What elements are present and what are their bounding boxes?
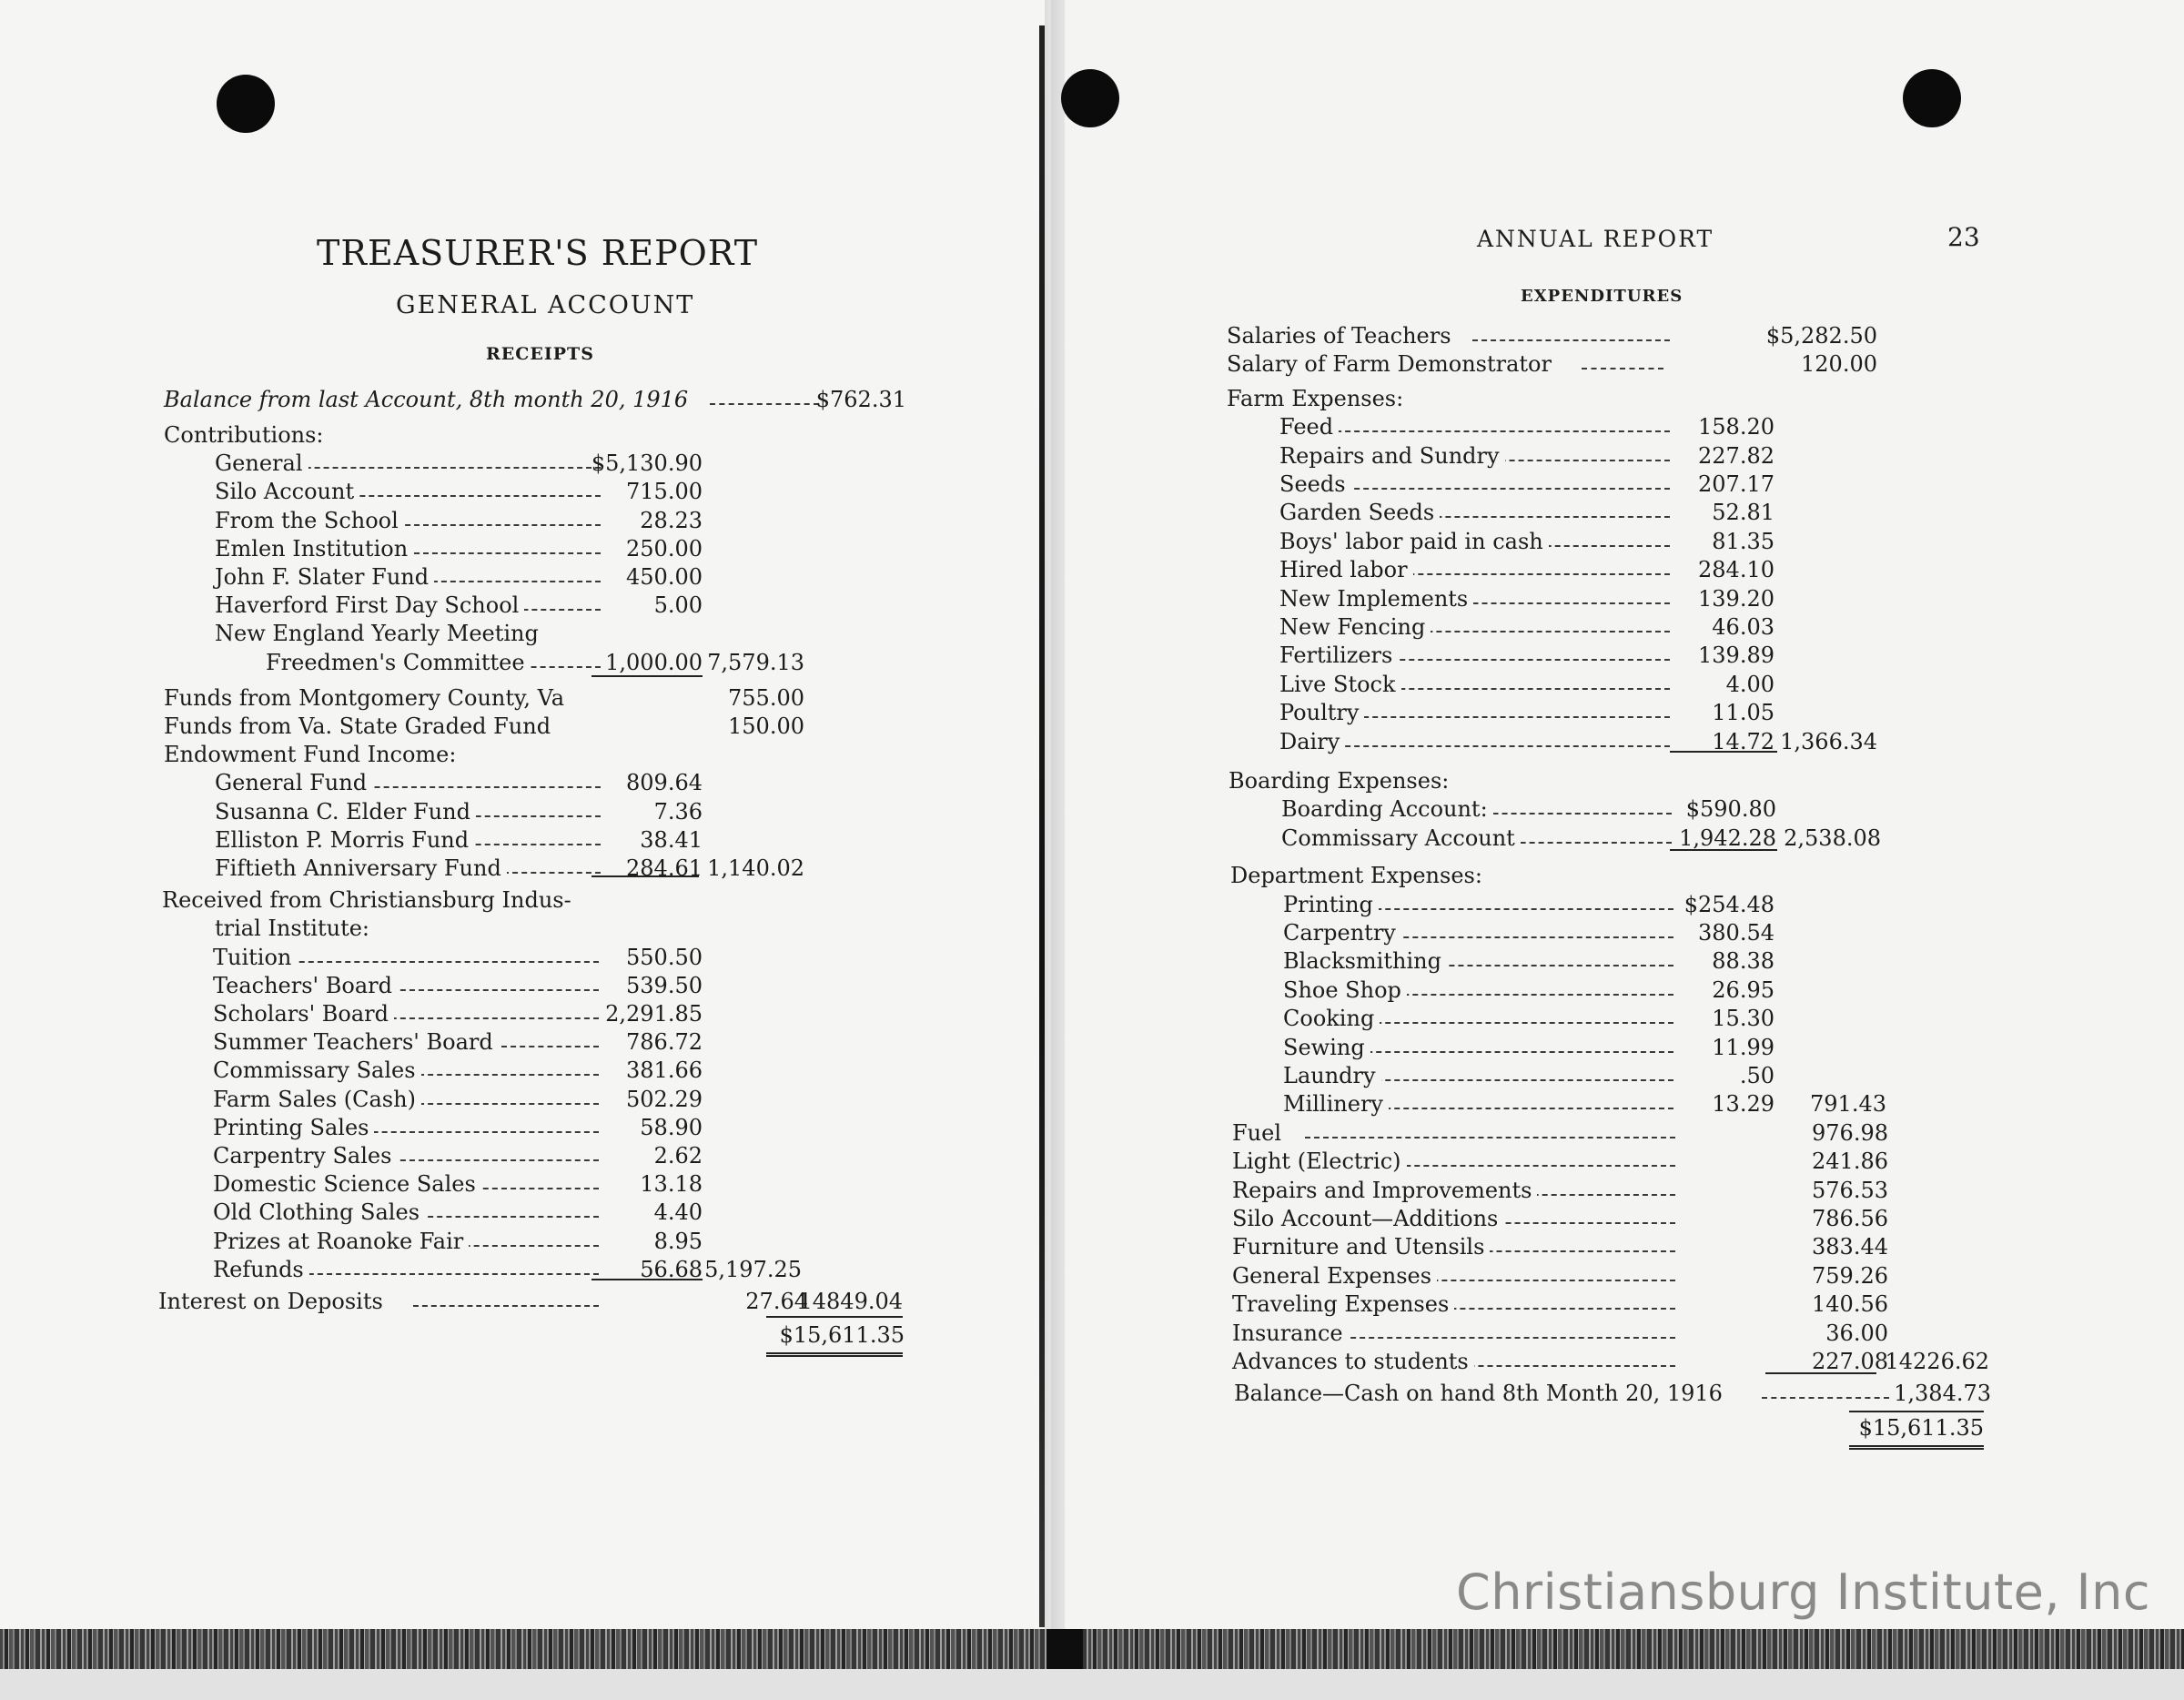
row-label: Silo Account—Additions [1232, 1205, 1503, 1232]
item-amount: 380.54 [1698, 920, 1774, 946]
row-label: Light (Electric) [1232, 1148, 1407, 1175]
row-label: Domestic Science Sales [213, 1170, 481, 1198]
salary-row [1227, 322, 2009, 349]
dot-leader [413, 1305, 599, 1307]
item-amount: 11.05 [1712, 700, 1774, 726]
dot-leader [1305, 1137, 1675, 1138]
item-amount: 56.68 [640, 1256, 703, 1282]
row-label: Advances to students [1232, 1348, 1474, 1375]
item-amount: 15.30 [1712, 1006, 1774, 1032]
subtotal-amount: 7,579.13 [707, 649, 804, 675]
row-label: Emlen Institution [215, 535, 413, 562]
item-amount: 8.95 [653, 1228, 703, 1254]
section-heading [162, 886, 926, 914]
dot-leader [1582, 368, 1663, 369]
row-label: Poultry [1279, 699, 1364, 726]
row-label: Teachers' Board [213, 972, 398, 999]
grand-total-row [164, 1321, 928, 1349]
row-label: Millinery [1283, 1090, 1389, 1118]
row-label: Garden Seeds [1279, 499, 1440, 526]
item-amount: 227.82 [1698, 442, 1774, 469]
row-label: Carpentry Sales [213, 1142, 397, 1169]
sum-rule [592, 875, 699, 877]
dot-leader [1472, 339, 1670, 341]
item-amount: 539.50 [626, 972, 703, 998]
total-amount: 14226.62 [1885, 1349, 1989, 1374]
row-label: Summer Teachers' Board [213, 1028, 499, 1056]
balance-row [1234, 1380, 2017, 1407]
boarding-row [1228, 825, 2011, 852]
item-amount: 88.38 [1712, 948, 1774, 975]
page-fold-line [1039, 25, 1045, 1627]
subtotal-amount: 2,538.08 [1784, 825, 1881, 851]
item-amount: 786.72 [626, 1029, 703, 1056]
item-amount: 502.29 [626, 1086, 703, 1112]
row-label: New Implements [1279, 585, 1473, 612]
subtotal-amount: 791.43 [1810, 1091, 1886, 1118]
department-row [1230, 919, 2013, 946]
farm-expense-row [1227, 699, 2009, 726]
item-amount: 46.03 [1712, 614, 1774, 640]
double-rule [766, 1352, 903, 1357]
report-title: TREASURER'S REPORT [317, 233, 759, 273]
item-amount: 381.66 [626, 1057, 703, 1084]
item-amount: 715.00 [626, 479, 703, 505]
row-label: Department Expenses: [1230, 862, 1488, 889]
row-label: Boys' labor paid in cash [1279, 528, 1549, 555]
item-amount: 58.90 [640, 1114, 703, 1140]
subtotal-amount: 120.00 [1801, 351, 1877, 378]
expense-row [1232, 1177, 2015, 1204]
row-label: trial Institute: [215, 915, 375, 942]
item-amount: 81.35 [1712, 528, 1774, 554]
subtotal-amount: 227.08 [1812, 1349, 1888, 1374]
section-heading [164, 741, 928, 768]
row-label: Laundry [1283, 1062, 1381, 1089]
subtotal-amount: 759.26 [1812, 1262, 1888, 1289]
item-amount: 13.29 [1712, 1091, 1774, 1118]
item-amount: 550.50 [626, 944, 703, 970]
farm-expense-row [1227, 556, 2009, 583]
subtotal-amount: 27.64 [745, 1289, 808, 1314]
item-amount: 14.72 [1712, 728, 1774, 754]
farm-expense-row [1227, 585, 2009, 612]
row-label: General Expenses [1232, 1262, 1437, 1290]
farm-expense-row [1227, 413, 2009, 440]
row-label: Feed [1279, 413, 1339, 440]
department-row [1230, 947, 2013, 975]
farm-expense-row [1227, 528, 2009, 555]
item-amount: $254.48 [1684, 891, 1774, 917]
row-label: Commissary Sales [213, 1057, 421, 1084]
item-amount: 4.00 [1725, 671, 1774, 697]
institute-row [162, 944, 926, 971]
row-label: Blacksmithing [1283, 947, 1447, 975]
item-amount: 809.64 [626, 770, 703, 796]
row-label: Silo Account [215, 478, 359, 505]
row-label: Boarding Expenses: [1228, 767, 1454, 794]
subtotal-amount: 1,366.34 [1780, 728, 1877, 754]
expenditures-heading: EXPENDITURES [1521, 287, 1684, 306]
institute-row [162, 1170, 926, 1198]
item-amount: 450.00 [626, 564, 703, 590]
punch-hole-icon [217, 75, 275, 133]
row-label: Repairs and Improvements [1232, 1177, 1537, 1204]
grand-total-row [1227, 1414, 2009, 1442]
institute-row [162, 1256, 926, 1283]
contribution-row [164, 450, 928, 477]
row-label: Susanna C. Elder Fund [215, 798, 476, 825]
dot-leader [1299, 745, 1670, 747]
row-label: Shoe Shop [1283, 976, 1407, 1004]
page-number: 23 [1947, 222, 1980, 252]
department-row [1230, 1062, 2013, 1089]
section-heading [164, 421, 928, 449]
running-header: ANNUAL REPORT [1477, 226, 1714, 252]
row-label: Hired labor [1279, 556, 1413, 583]
row-label: Interest on Deposits [158, 1288, 389, 1315]
item-amount: $5,130.90 [591, 450, 703, 477]
institute-row [162, 1000, 926, 1027]
dot-leader [1305, 1337, 1675, 1339]
institute-row [162, 1114, 926, 1141]
row-label: Live Stock [1279, 671, 1401, 698]
institute-row [162, 1199, 926, 1226]
endowment-row [164, 826, 928, 854]
row-label: Tuition [213, 944, 297, 971]
row-label: General [215, 450, 308, 477]
balance-row [164, 386, 928, 413]
row-label: Scholars' Board [213, 1000, 394, 1027]
item-amount: 158.20 [1698, 414, 1774, 440]
institute-row [162, 972, 926, 999]
row-label: Farm Expenses: [1227, 385, 1409, 412]
expense-row [1232, 1290, 2015, 1318]
item-amount: 284.10 [1698, 557, 1774, 583]
dot-leader [1299, 430, 1670, 432]
row-label: New England Yearly Meeting [215, 620, 544, 647]
sum-rule [592, 675, 703, 677]
item-amount: 1,000.00 [605, 649, 703, 675]
page-fold-shadow [1045, 0, 1067, 1629]
department-row [1230, 1005, 2013, 1032]
row-label: Sewing [1283, 1034, 1370, 1061]
farm-expense-row [1227, 642, 2009, 669]
farm-expense-row [1227, 613, 2009, 641]
institute-row [162, 1086, 926, 1113]
row-label: Balance from last Account, 8th month 20, 1916 [164, 386, 693, 413]
subtotal-amount: 140.56 [1812, 1291, 1888, 1318]
expense-row [1232, 1148, 2015, 1175]
expense-row [1232, 1262, 2015, 1290]
item-amount: 26.95 [1712, 976, 1774, 1003]
sum-rule [1765, 1372, 1876, 1374]
subtotal-amount: 36.00 [1825, 1320, 1888, 1346]
row-label: Funds from Montgomery County, Va [164, 684, 570, 712]
department-row [1230, 1090, 2013, 1118]
row-label: New Fencing [1279, 613, 1431, 641]
section-heading [1230, 862, 2013, 889]
row-label: Farm Sales (Cash) [213, 1086, 421, 1113]
row-label: Old Clothing Sales [213, 1199, 425, 1226]
expense-row [1232, 1233, 2015, 1260]
item-amount: 52.81 [1712, 500, 1774, 526]
subtotal-amount: 1,140.02 [707, 855, 804, 881]
row-label: Contributions: [164, 421, 329, 449]
total-amount: 1,384.73 [1894, 1381, 1991, 1407]
punch-hole-icon [1903, 69, 1961, 127]
row-label: Printing [1283, 891, 1379, 918]
expense-row [1232, 1348, 2015, 1375]
row-label: Seeds [1279, 471, 1351, 498]
institute-row [162, 1028, 926, 1056]
row-label: Salaries of Teachers [1227, 322, 1457, 349]
subtotal-amount: 383.44 [1812, 1234, 1888, 1260]
contribution-row [164, 620, 928, 647]
sum-rule [766, 1316, 903, 1318]
item-amount: 11.99 [1712, 1034, 1774, 1060]
section-heading [162, 915, 926, 942]
row-label: Traveling Expenses [1232, 1290, 1454, 1318]
row-label: Boarding Account: [1281, 795, 1493, 823]
item-amount: 28.23 [640, 507, 703, 533]
contribution-row [164, 563, 928, 591]
total-amount: 14849.04 [798, 1289, 903, 1314]
section-heading [1228, 767, 2011, 794]
total-amount: $15,611.35 [1858, 1414, 1984, 1441]
farm-expense-row [1227, 728, 2009, 755]
department-row [1230, 976, 2013, 1004]
watermark-text: Christiansburg Institute, Inc [1456, 1563, 2151, 1621]
institute-row [162, 1057, 926, 1084]
row-label: Funds from Va. State Graded Fund [164, 713, 556, 740]
item-amount: 1,942.28 [1679, 825, 1776, 851]
row-label: Cooking [1283, 1005, 1380, 1032]
row-label: John F. Slater Fund [215, 563, 434, 591]
expense-row [1232, 1119, 2015, 1147]
subtotal-amount: 976.98 [1812, 1119, 1888, 1146]
row-label: Elliston P. Morris Fund [215, 826, 474, 854]
row-label: Prizes at Roanoke Fair [213, 1228, 469, 1255]
row-label: Carpentry [1283, 919, 1401, 946]
expense-row [1232, 1205, 2015, 1232]
subtotal-amount: 241.86 [1812, 1149, 1888, 1175]
scanner-edge-dark [1046, 1629, 1083, 1669]
contribution-row [164, 592, 928, 619]
row-label: Commissary Account [1281, 825, 1521, 852]
row-label: Endowment Fund Income: [164, 741, 461, 768]
endowment-row [164, 798, 928, 825]
subtotal-amount: $5,282.50 [1765, 323, 1877, 349]
total-amount: $762.31 [815, 387, 906, 412]
row-label: General Fund [215, 769, 372, 796]
dot-leader [1299, 488, 1670, 490]
subtotal-amount: 755.00 [728, 684, 804, 711]
sum-rule [1849, 1411, 1984, 1412]
row-label: From the School [215, 507, 404, 534]
institute-row [162, 1228, 926, 1255]
scanner-edge-strip [0, 1629, 2184, 1669]
item-amount: $590.80 [1685, 796, 1776, 823]
row-label: Repairs and Sundry [1279, 442, 1505, 470]
fund-row [164, 684, 928, 712]
endowment-row [164, 769, 928, 796]
department-row [1230, 891, 2013, 918]
total-amount: $15,611.35 [779, 1322, 905, 1349]
punch-hole-icon [1061, 69, 1119, 127]
endowment-row [164, 855, 928, 882]
boarding-row [1228, 795, 2011, 823]
row-label: Fertilizers [1279, 642, 1398, 669]
sum-rule [1670, 849, 1777, 851]
farm-expense-row [1227, 671, 2009, 698]
interest-row [158, 1288, 923, 1315]
institute-row [162, 1142, 926, 1169]
item-amount: 4.40 [653, 1199, 703, 1226]
department-row [1230, 1034, 2013, 1061]
item-amount: 284.61 [626, 855, 703, 881]
row-label: Fuel [1232, 1119, 1287, 1147]
item-amount: 5.00 [653, 592, 703, 619]
row-label: Dairy [1279, 728, 1345, 755]
fund-row [164, 713, 928, 740]
subtotal-amount: 150.00 [728, 713, 804, 739]
item-amount: 7.36 [653, 798, 703, 825]
item-amount: .50 [1739, 1063, 1774, 1088]
item-amount: 13.18 [640, 1171, 703, 1198]
item-amount: 207.17 [1698, 471, 1774, 497]
row-label: Balance—Cash on hand 8th Month 20, 1916 [1234, 1380, 1728, 1407]
item-amount: 139.20 [1698, 585, 1774, 612]
row-label: Haverford First Day School [215, 592, 524, 619]
subtotal-amount: 576.53 [1812, 1177, 1888, 1203]
subtotal-amount: 5,197.25 [704, 1256, 802, 1282]
row-label: Received from Christiansburg Indus- [162, 886, 577, 914]
report-subtitle: GENERAL ACCOUNT [396, 291, 695, 319]
row-label: Printing Sales [213, 1114, 374, 1141]
section-heading [1227, 385, 2009, 412]
item-amount: 250.00 [626, 535, 703, 562]
salary-row [1227, 350, 2009, 378]
contribution-row [164, 535, 928, 562]
contribution-row [164, 478, 928, 505]
expense-row [1232, 1320, 2015, 1347]
row-label: Fiftieth Anniversary Fund [215, 855, 507, 882]
item-amount: 38.41 [640, 826, 703, 853]
row-label: Salary of Farm Demonstrator [1227, 350, 1557, 378]
farm-expense-row [1227, 471, 2009, 498]
subtotal-amount: 786.56 [1812, 1206, 1888, 1231]
row-label: Insurance [1232, 1320, 1349, 1347]
item-amount: 2,291.85 [605, 1001, 703, 1027]
sum-rule [1670, 751, 1777, 753]
scan-background [0, 1669, 2184, 1700]
farm-expense-row [1227, 499, 2009, 526]
contribution-row [164, 507, 928, 534]
row-label: Refunds [213, 1256, 309, 1283]
sum-rule [592, 1279, 703, 1280]
item-amount: 2.62 [653, 1143, 703, 1169]
contribution-row [164, 649, 928, 676]
farm-expense-row [1227, 442, 2009, 470]
receipts-heading: RECEIPTS [486, 344, 594, 364]
double-rule [1849, 1445, 1984, 1450]
row-label: Furniture and Utensils [1232, 1233, 1490, 1260]
row-label: Freedmen's Committee [266, 649, 531, 676]
item-amount: 139.89 [1698, 643, 1774, 669]
